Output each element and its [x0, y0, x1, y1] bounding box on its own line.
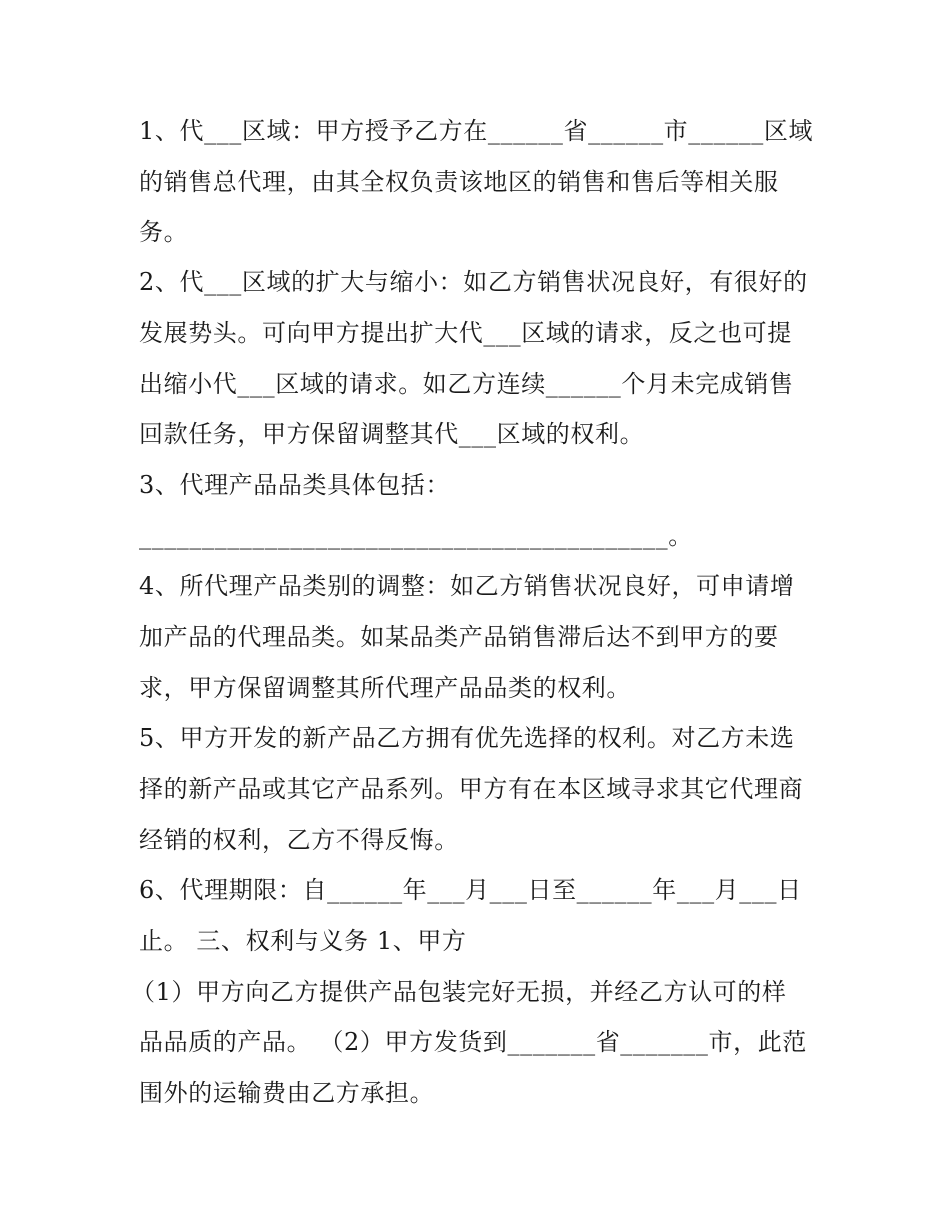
text-line: 4、所代理产品类别的调整：如乙方销售状况良好，可申请增: [139, 572, 795, 600]
text-line: __________________________________________。: [139, 522, 693, 550]
text-line: 3、代理产品品类具体包括：: [139, 471, 451, 499]
text-line: 择的新产品或其它产品系列。甲方有在本区域寻求其它代理商: [139, 775, 804, 803]
text-line: 5、甲方开发的新产品乙方拥有优先选择的权利。对乙方未选: [139, 724, 795, 752]
text-line: 的销售总代理，由其全权负责该地区的销售和售后等相关服: [139, 168, 779, 196]
text-line: 1、代___区域：甲方授予乙方在______省______市______区域: [139, 117, 814, 145]
text-line: 2、代___区域的扩大与缩小：如乙方销售状况良好，有很好的: [139, 268, 808, 296]
text-line: 品品质的产品。 （2）甲方发货到_______省_______市，此范: [139, 1028, 807, 1056]
text-line: 发展势头。可向甲方提出扩大代___区域的请求，反之也可提: [139, 319, 792, 347]
text-line: 经销的权利，乙方不得反悔。: [139, 826, 459, 854]
text-line: 6、代理期限：自______年___月___日至______年___月___日: [139, 876, 802, 904]
text-line: 求，甲方保留调整其所代理产品品类的权利。: [139, 674, 631, 702]
text-line: 出缩小代___区域的请求。如乙方连续______个月未完成销售: [139, 370, 794, 398]
text-line: 务。: [139, 218, 189, 246]
text-line: 围外的运输费由乙方承担。: [139, 1079, 435, 1107]
text-line: （1）甲方向乙方提供产品包装完好无损，并经乙方认可的样: [131, 978, 787, 1006]
text-line: 加产品的代理品类。如某品类产品销售滞后达不到甲方的要: [139, 623, 779, 651]
text-line: 回款任务，甲方保留调整其代___区域的权利。: [139, 420, 645, 448]
text-line: 止。 三、权利与义务 1、甲方: [139, 927, 467, 955]
